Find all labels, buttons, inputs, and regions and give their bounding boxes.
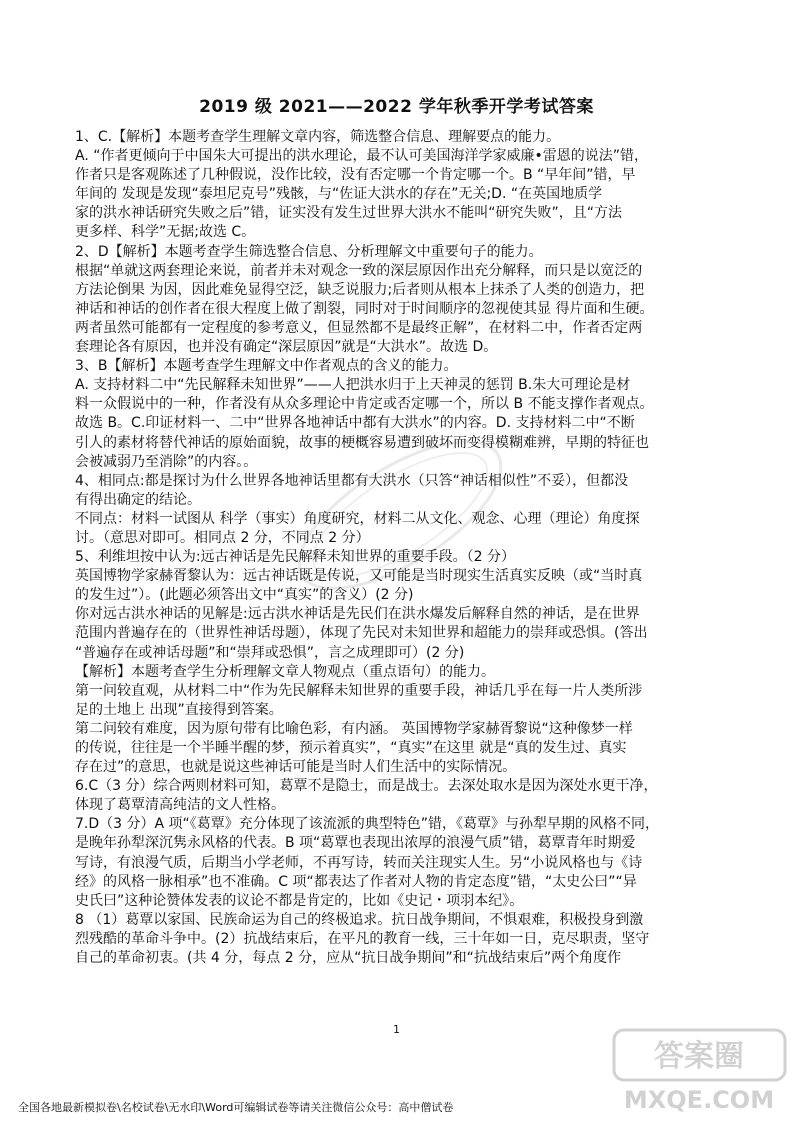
text-line: 根据“单就这两套理论来说，前者并未对观念一致的深层原因作出充分解释，而只是以宽泛的 (75, 262, 643, 279)
text-line: 更多样、科学”无据;故选 C。 (75, 224, 256, 241)
text-line: 经》的风格一脉相承”也不准确。C 项“都表达了作者对人物的肯定态度”错，“太史公曰”“异 (75, 873, 637, 890)
text-line: 两者虽然可能都有一定程度的参考意义，但显然都不是最终正解”，在材料二中，作者否定两 (75, 319, 643, 336)
text-line: 3、B【解析】本题考查学生理解文中作者观点的含义的能力。 (75, 358, 458, 375)
text-line: 你对远古洪水神话的见解是:远古洪水神话是先民们在洪水爆发后解释自然的神话，是在世界 (75, 606, 640, 623)
text-line: 写诗，有浪漫气质，后期当小学老师，不再写诗，转而关注现实人生。另“小说风格也与《诗 (75, 854, 643, 871)
text-line: 6.C（3 分）综合两则材料可知，葛覃不是隐士，而是战士。去深处取水是因为深处水更干净， (75, 778, 658, 795)
text-line: 第一问较直观，从材料二中“作为先民解释未知世界的重要手段，神话几乎在每一片人类所涉 (75, 682, 643, 699)
text-line: 4、相同点:都是探讨为什么世界各地神话里都有大洪水（只答“神话相似性”不妥），但都没 (75, 472, 629, 489)
text-line: 神话和神话的创作者在很大程度上做了割裂，同时对于时间顺序的忽视使其显 得片面和生硬。 (75, 300, 654, 317)
answer-body (75, 128, 720, 968)
text-line: 7.D（3 分）A 项“《葛覃》充分体现了该流派的典型特色”错，《葛覃》与孙犁早期的风格不同， (75, 816, 660, 833)
text-line: A. 支持材料二中“先民解释未知世界”——人把洪水归于上天神灵的惩罚 B.朱大可理论是材 (75, 377, 631, 394)
answer-site-logo (612, 1028, 787, 1114)
text-line: 【解析】本题考查学生分析理解文章人物观点（重点语句）的能力。 (75, 663, 495, 680)
text-line: 8 （1）葛覃以家国、民族命运为自己的终极追求。抗日战争期间，不惧艰难，积极投身到激 (75, 911, 644, 928)
text-line: 料一众假说中的一种，作者没有从众多理论中肯定或否定哪一个，所以 B 不能支撑作者观点。 (75, 396, 654, 413)
text-line: 讨。（意思对即可。相同点 2 分，不同点 2 分） (75, 529, 370, 546)
text-line: 1、C.【解析】本题考查学生理解文章内容，筛选整合信息、理解要点的能力。 (75, 129, 561, 145)
text-line: 第二问较有难度，因为原句带有比喻色彩，有内涵。 英国博物学家赫胥黎说“这种像梦一样 (75, 720, 633, 737)
text-line: 套理论各有原因，也并没有确定“深层原因”就是“大洪水”。故选 D。 (75, 339, 498, 356)
text-line: A. “作者更倾向于中国朱大可提出的洪水理论，最不认可美国海洋学家威廉•雷恩的说法”错， (75, 148, 648, 165)
text-line: 史氏曰”这种论赞体发表的议论不都是肯定的，比如《史记・项羽本纪》。 (75, 892, 524, 909)
logo-domain: MXQE.COM (623, 1086, 775, 1114)
text-line: 的发生过”）。(此题必须答出文中“真实”的含义）(2 分) (75, 587, 414, 604)
page-number: 1 (393, 1023, 400, 1036)
text-line: 引人的素材将替代神话的原始面貌，故事的梗概容易遭到破坏而变得模糊难辨，早期的特征也 (75, 434, 649, 451)
text-line: “普遍存在或神话母题”和“崇拜或恐惧”，言之成理即可）(2 分) (75, 644, 465, 661)
text-line: 是晚年孙犁深沉隽永风格的代表。B 项“葛覃也表现出浓厚的浪漫气质”错，葛覃青年时期爱 (75, 835, 636, 852)
text-line: 英国博物学家赫胥黎认为：远古神话既是传说，又可能是当时现实生活真实反映（或“当时真 (75, 568, 643, 585)
text-line: 5、利维坦按中认为:远古神话是先民解释未知世界的重要手段。（2 分） (75, 549, 515, 566)
text-line: 故选 B。C.印证材料一、二中“世界各地神话中都有大洪水”的内容。D. 支持材料二中“不断 (75, 415, 635, 432)
text-line: 范围内普遍存在的（世界性神话母题），体现了先民对未知世界和超能力的崇拜或恐惧。(答出 (75, 625, 648, 642)
text-line: 存在过”的意思，也就是说这些神话可能是当时人们生活中的实际情况。 (75, 759, 517, 776)
text-line: 作者只是客观陈述了几种假说，没作比较，没有否定哪一个肯定哪一个。B “早年间”错，早 (75, 167, 636, 184)
text-line: 的传说，往往是一个半睡半醒的梦，预示着真实”，“真实”在这里 就是“真的发生过、真实 (75, 740, 627, 756)
text-line: 2、D【解析】本题考查学生筛选整合信息、分析理解文中重要句子的能力。 (75, 243, 543, 260)
text-line: 自己的革命初衷。(共 4 分，每点 2 分，应从“抗日战争期间”和“抗战结束后”两个角度作 (75, 950, 622, 967)
text-line: 体现了葛覃清高纯洁的文人性格。 (75, 797, 285, 814)
text-line: 烈残酷的革命斗争中。(2）抗战结束后，在平凡的教育一线，三十年如一日，克尽职责，坚守 (75, 930, 650, 947)
text-line: 不同点：材料一试图从 科学（事实）角度研究，材料二从文化、观念、心理（理论）角度探 (75, 510, 640, 527)
footer-notice: 全国各地最新模拟卷\名校试卷\无水印\Word可编辑试卷等请关注微信公众号：高中僧试卷 (18, 1101, 454, 1114)
text-line: 足的土地上 出现”直接得到答案。 (75, 701, 283, 718)
text-line: 会被减弱乃至消除”的内容。。 (75, 453, 258, 470)
logo-chars: 答案圈 (654, 1039, 744, 1074)
text-line: 年间的 发现是发现“泰坦尼克号”残骸，与“佐证大洪水的存在”无关;D. “在英国地质学 (75, 186, 603, 203)
text-line: 家的洪水神话研究失败之后”错，证实没有发生过世界大洪水不能叫“研究失败”，且“方法 (75, 205, 623, 222)
text-line: 方法论倒果 为因，因此难免显得空泛，缺乏说服力;后者则从根本上抹杀了人类的创造力，把 (75, 281, 645, 298)
text-line: 有得出确定的结论。 (75, 491, 201, 508)
document-title: 2019 级 2021——2022 学年秋季开学考试答案 (199, 97, 594, 117)
